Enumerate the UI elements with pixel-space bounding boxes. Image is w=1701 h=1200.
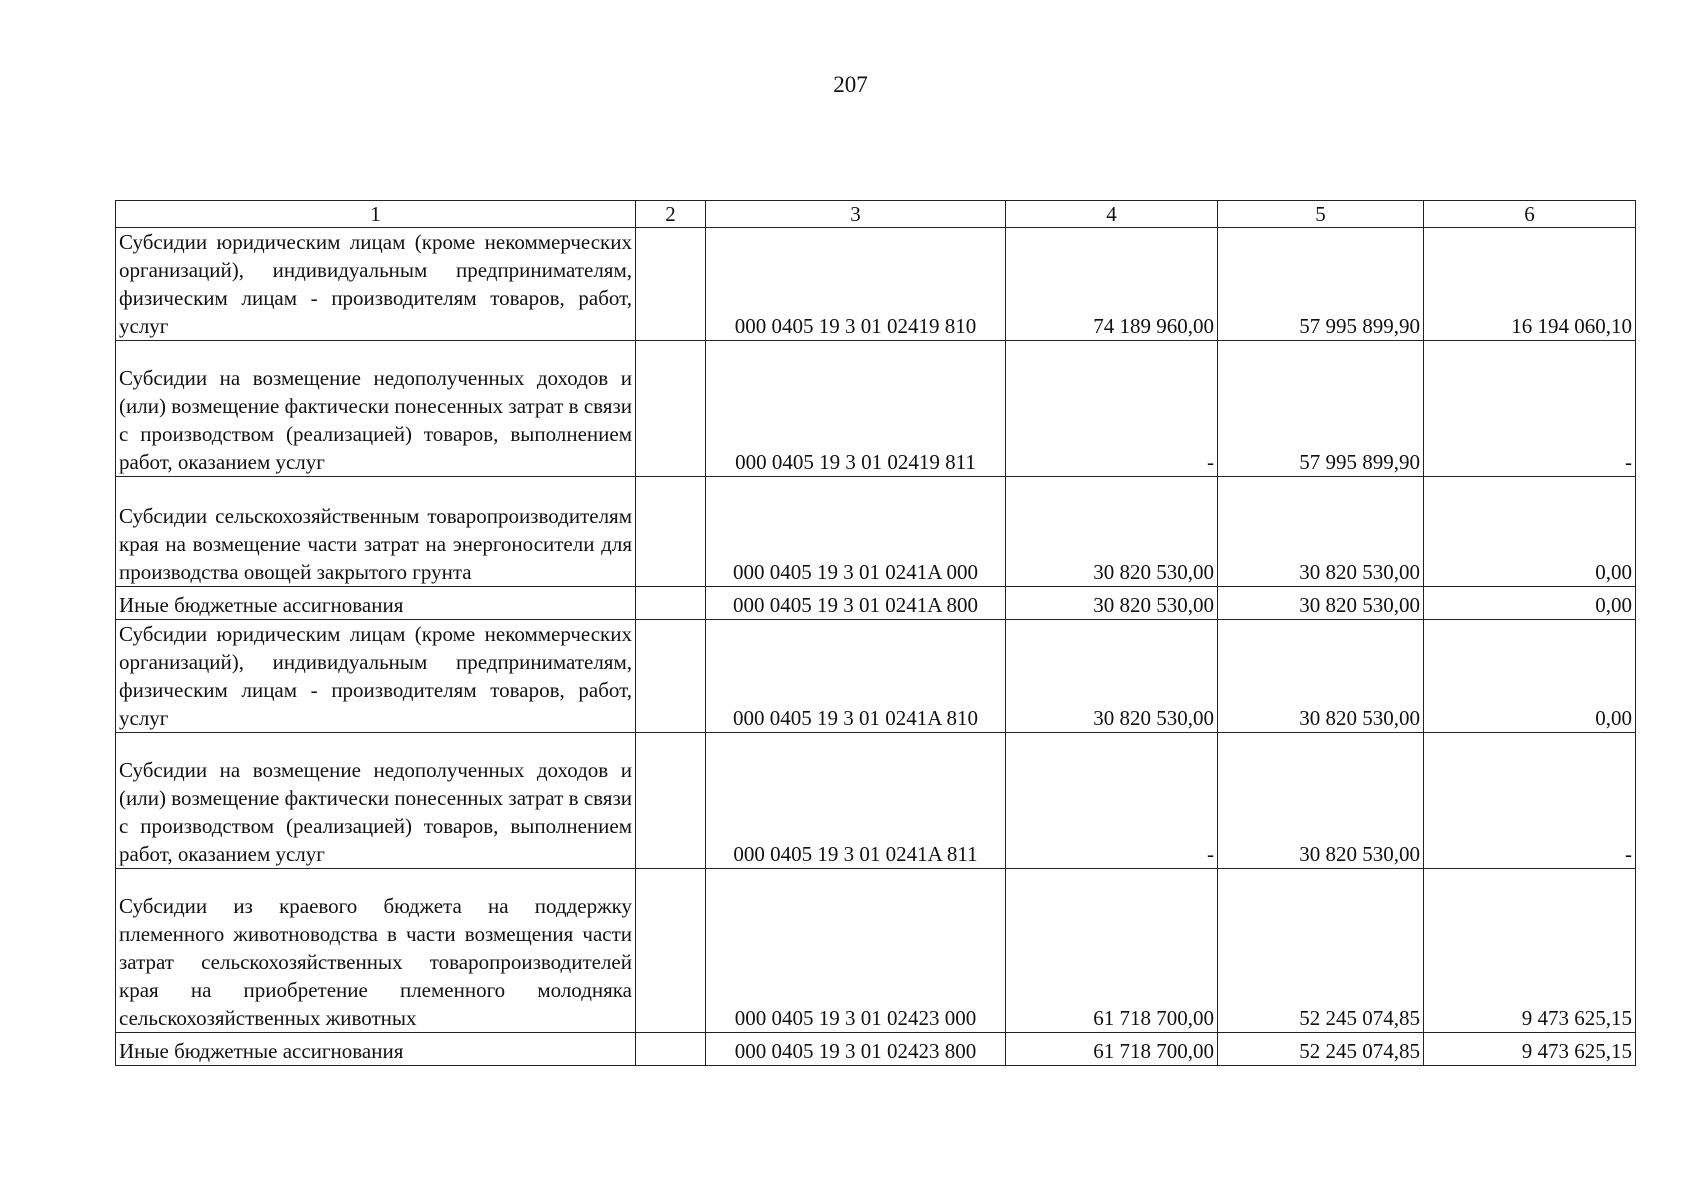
- row-col6: 0,00: [1424, 620, 1636, 733]
- table-row: [116, 587, 1636, 620]
- row-col6: -: [1424, 341, 1636, 477]
- table-row: [116, 733, 1636, 869]
- column-header: 5: [1218, 201, 1424, 228]
- row-col4: 30 820 530,00: [1006, 620, 1218, 733]
- row-description: Субсидии юридическим лицам (кроме некоммерческих организаций), индивидуальным предпринимателям, физическим лицам - производителям товаров, работ, услуг: [116, 620, 636, 733]
- row-code: 000 0405 19 3 01 0241A 000: [706, 477, 1006, 587]
- table-row: [116, 620, 1636, 733]
- row-description: Субсидии на возмещение недополученных доходов и (или) возмещение фактически понесенных затрат в связи с производством (реализацией) товаров, выполнением работ, оказанием услуг: [116, 341, 636, 477]
- row-col4: -: [1006, 733, 1218, 869]
- row-col5: 30 820 530,00: [1218, 477, 1424, 587]
- row-col4: 30 820 530,00: [1006, 587, 1218, 620]
- row-col5: 52 245 074,85: [1218, 1033, 1424, 1066]
- table-row: [116, 1033, 1636, 1066]
- row-description: Иные бюджетные ассигнования: [116, 587, 636, 620]
- row-col4: 30 820 530,00: [1006, 477, 1218, 587]
- row-col4: 74 189 960,00: [1006, 228, 1218, 341]
- row-col2: [636, 341, 706, 477]
- column-header: 1: [116, 201, 636, 228]
- row-description: Иные бюджетные ассигнования: [116, 1033, 636, 1066]
- row-code: 000 0405 19 3 01 02419 810: [706, 228, 1006, 341]
- row-description: Субсидии юридическим лицам (кроме некоммерческих организаций), индивидуальным предпринимателям, физическим лицам - производителям товаров, работ, услуг: [116, 228, 636, 341]
- row-col5: 57 995 899,90: [1218, 341, 1424, 477]
- row-col6: 9 473 625,15: [1424, 869, 1636, 1033]
- row-col4: 61 718 700,00: [1006, 869, 1218, 1033]
- row-col6: 16 194 060,10: [1424, 228, 1636, 341]
- table-row: [116, 477, 1636, 587]
- row-col2: [636, 228, 706, 341]
- row-col2: [636, 733, 706, 869]
- row-col5: 57 995 899,90: [1218, 228, 1424, 341]
- row-description: Субсидии из краевого бюджета на поддержку племенного животноводства в части возмещения части затрат сельскохозяйственных товаропроизводителей края на приобретение племенного молодняка сельскохозяйственных животных: [116, 869, 636, 1033]
- row-code: 000 0405 19 3 01 02423 800: [706, 1033, 1006, 1066]
- row-col2: [636, 477, 706, 587]
- column-header: 4: [1006, 201, 1218, 228]
- row-code: 000 0405 19 3 01 0241A 810: [706, 620, 1006, 733]
- row-col2: [636, 1033, 706, 1066]
- row-col2: [636, 869, 706, 1033]
- row-code: 000 0405 19 3 01 02419 811: [706, 341, 1006, 477]
- row-description: Субсидии сельскохозяйственным товаропроизводителям края на возмещение части затрат на энергоносители для производства овощей закрытого грунта: [116, 477, 636, 587]
- header-row: [116, 201, 1636, 228]
- row-col5: 30 820 530,00: [1218, 587, 1424, 620]
- row-description: Субсидии на возмещение недополученных доходов и (или) возмещение фактически понесенных затрат в связи с производством (реализацией) товаров, выполнением работ, оказанием услуг: [116, 733, 636, 869]
- column-header: 3: [706, 201, 1006, 228]
- row-col6: -: [1424, 733, 1636, 869]
- row-col2: [636, 620, 706, 733]
- row-col5: 30 820 530,00: [1218, 733, 1424, 869]
- table-row: [116, 869, 1636, 1033]
- row-col6: 9 473 625,15: [1424, 1033, 1636, 1066]
- row-col2: [636, 587, 706, 620]
- page-number: 207: [833, 72, 868, 97]
- table-row: [116, 341, 1636, 477]
- row-col4: 61 718 700,00: [1006, 1033, 1218, 1066]
- row-code: 000 0405 19 3 01 0241A 800: [706, 587, 1006, 620]
- row-col6: 0,00: [1424, 477, 1636, 587]
- budget-table: [115, 200, 1636, 1066]
- row-code: 000 0405 19 3 01 02423 000: [706, 869, 1006, 1033]
- row-col5: 30 820 530,00: [1218, 620, 1424, 733]
- column-header: 2: [636, 201, 706, 228]
- row-col6: 0,00: [1424, 587, 1636, 620]
- column-header: 6: [1424, 201, 1636, 228]
- row-col4: -: [1006, 341, 1218, 477]
- table-row: [116, 228, 1636, 341]
- row-col5: 52 245 074,85: [1218, 869, 1424, 1033]
- row-code: 000 0405 19 3 01 0241A 811: [706, 733, 1006, 869]
